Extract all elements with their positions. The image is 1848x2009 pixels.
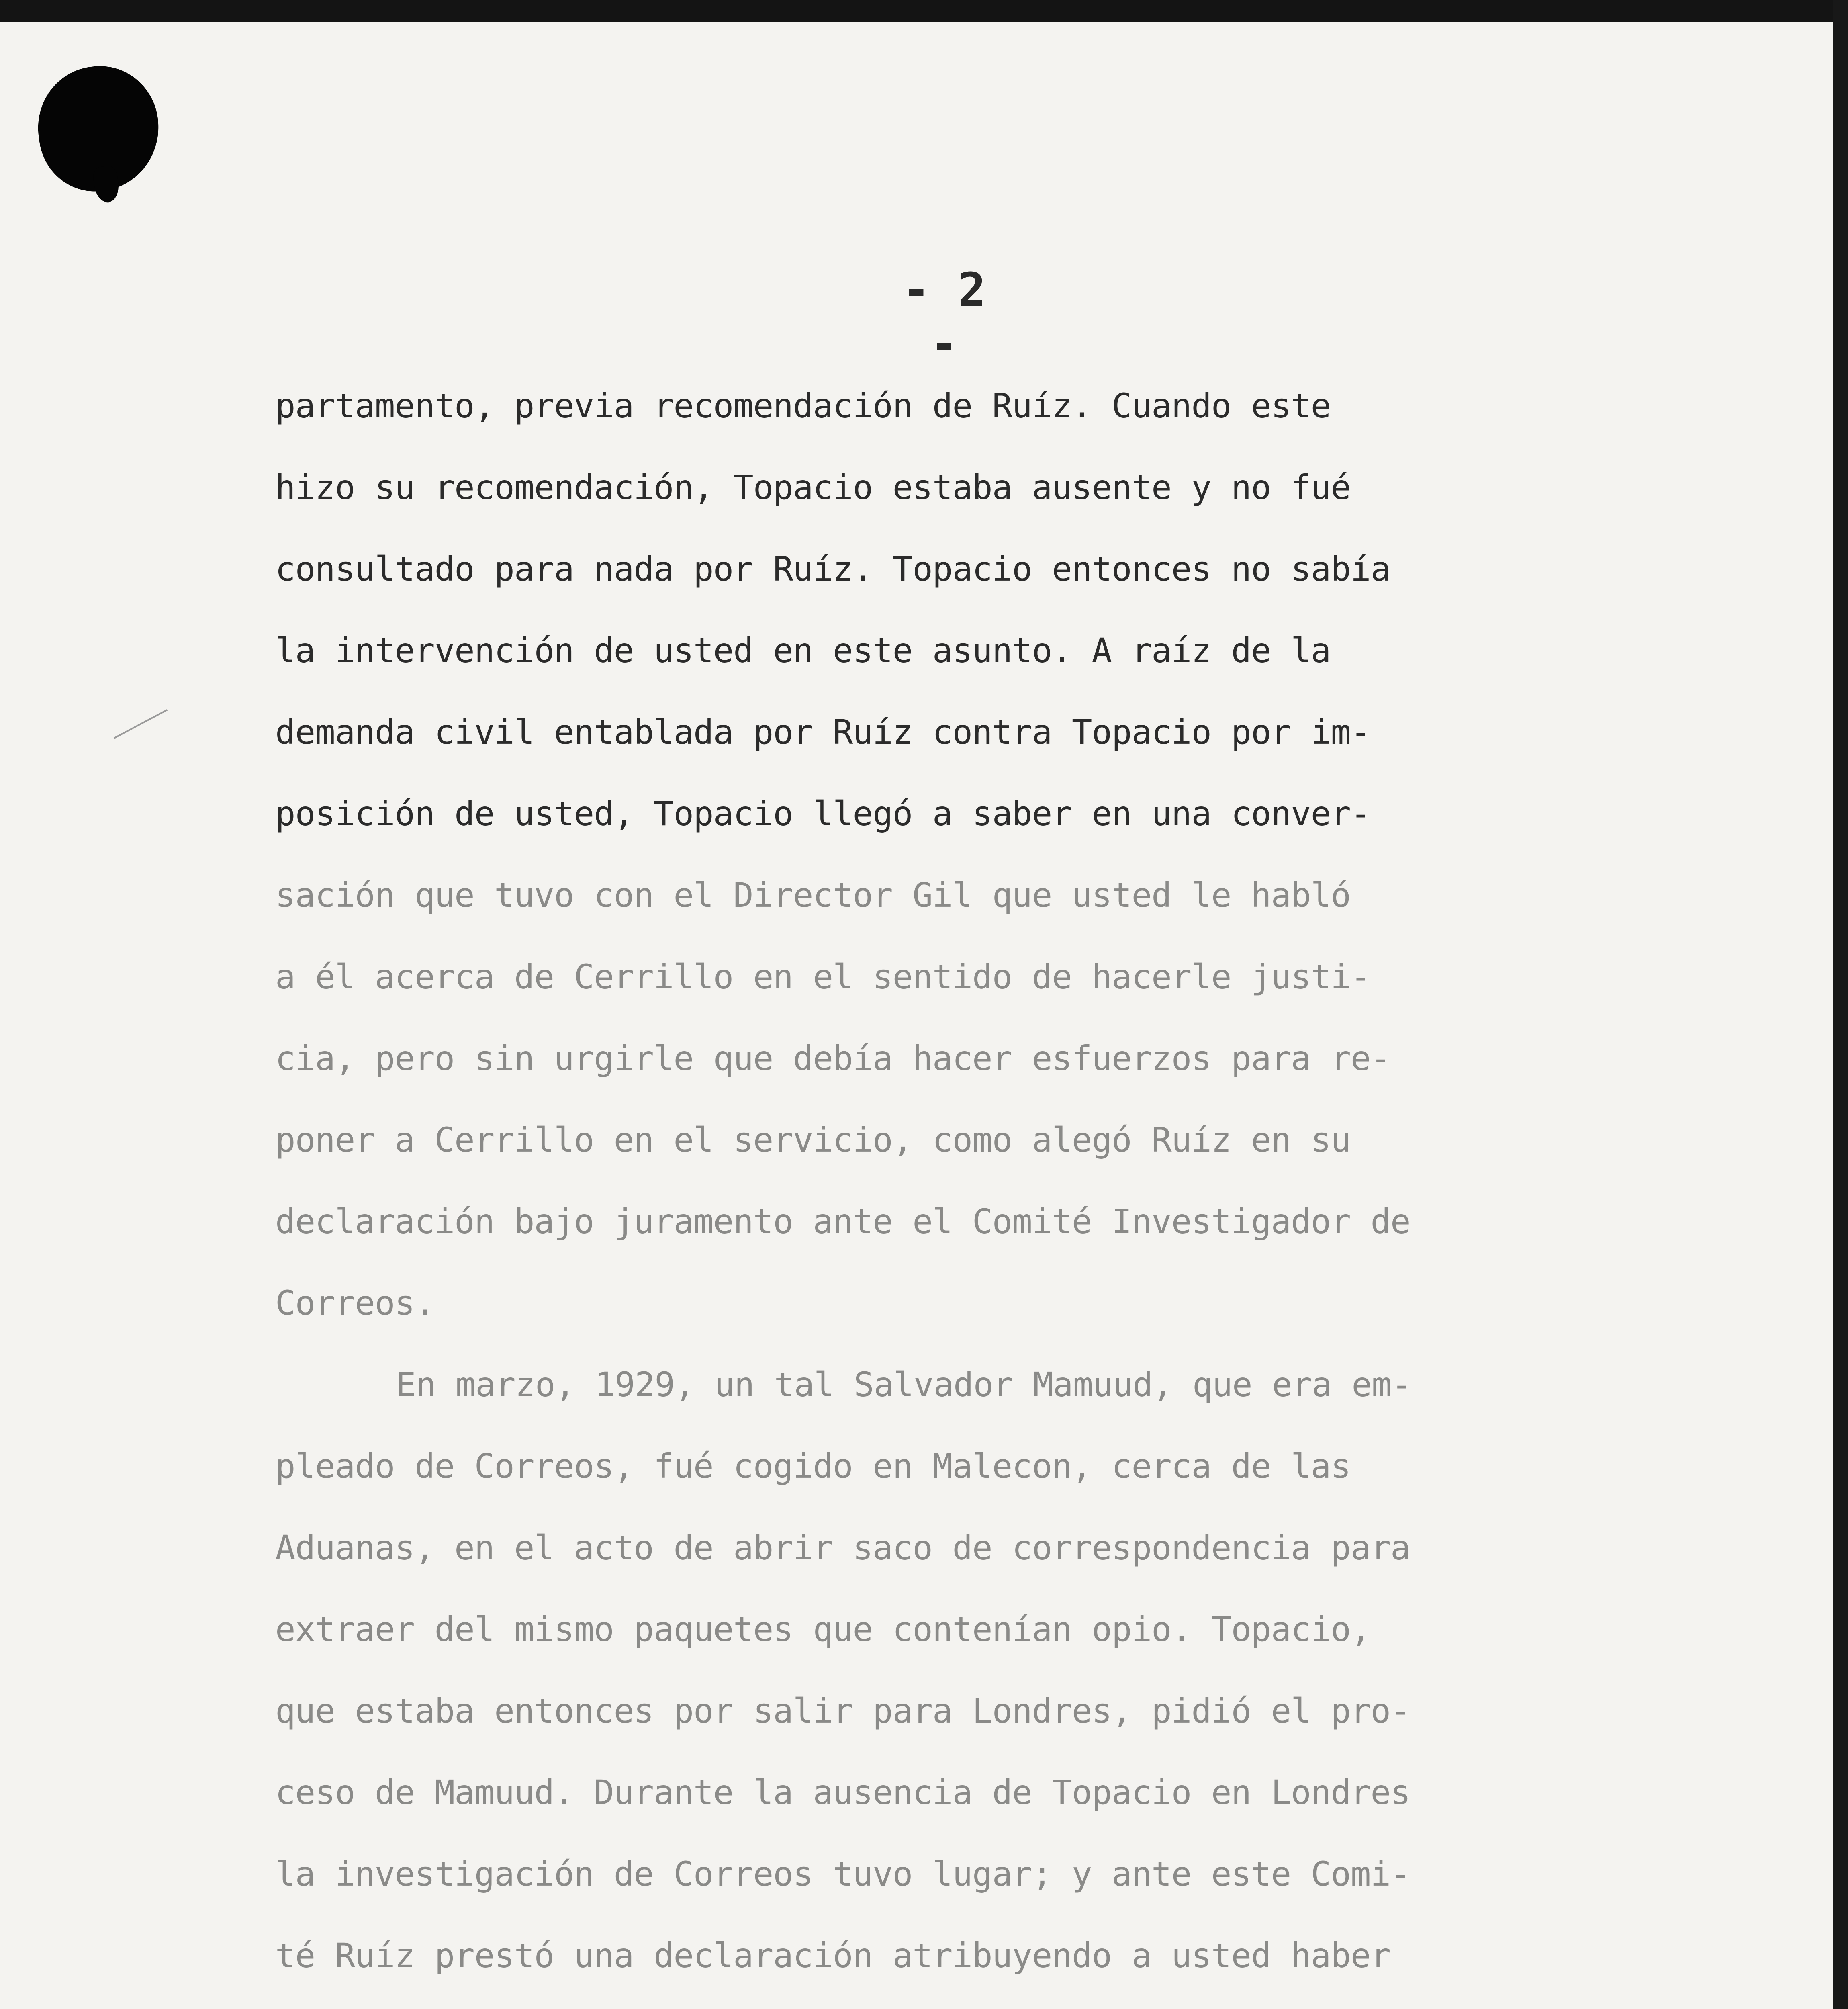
scan-right-border xyxy=(1833,0,1848,2009)
text-line: posición de usted, Topacio llegó a saber en una conver- xyxy=(275,794,1371,833)
text-line: a él acerca de Cerrillo en el sentido de hacerle justi- xyxy=(275,957,1371,996)
text-line: sación que tuvo con el Director Gil que usted le habló xyxy=(275,876,1351,915)
text-line: declaración bajo juramento ante el Comité Investigador de xyxy=(275,1202,1411,1241)
text-line: partamento, previa recomendación de Ruíz. Cuando este xyxy=(275,386,1331,426)
text-line: extraer del mismo paquetes que contenían opio. Topacio, xyxy=(275,1610,1371,1649)
text-line: Aduanas, en el acto de abrir saco de correspondencia para xyxy=(275,1528,1411,1567)
page-number: - 2 - xyxy=(902,263,986,371)
scan-top-border xyxy=(0,0,1848,22)
text-line: hizo su recomendación, Topacio estaba ausente y no fué xyxy=(275,468,1351,507)
text-line: consultado para nada por Ruíz. Topacio entonces no sabía xyxy=(275,549,1391,589)
text-line: poner a Cerrillo en el servicio, como alegó Ruíz en su xyxy=(275,1120,1351,1160)
text-line: En marzo, 1929, un tal Salvador Mamuud, que era em- xyxy=(396,1365,1412,1404)
text-line: té Ruíz prestó una declaración atribuyendo a usted haber xyxy=(275,1936,1391,1975)
text-line: ceso de Mamuud. Durante la ausencia de Topacio en Londres xyxy=(275,1773,1411,1812)
text-line: demanda civil entablada por Ruíz contra Topacio por im- xyxy=(275,712,1371,752)
text-line: cia, pero sin urgirle que debía hacer esfuerzos para re- xyxy=(275,1039,1391,1078)
text-line: la intervención de usted en este asunto. A raíz de la xyxy=(275,631,1331,670)
text-line: pleado de Correos, fué cogido en Malecon, cerca de las xyxy=(275,1446,1351,1486)
text-line: la investigación de Correos tuvo lugar; y ante este Comi- xyxy=(275,1854,1411,1894)
text-line: que estaba entonces por salir para Londres, pidió el pro- xyxy=(275,1691,1411,1731)
text-line: Correos. xyxy=(275,1283,435,1323)
